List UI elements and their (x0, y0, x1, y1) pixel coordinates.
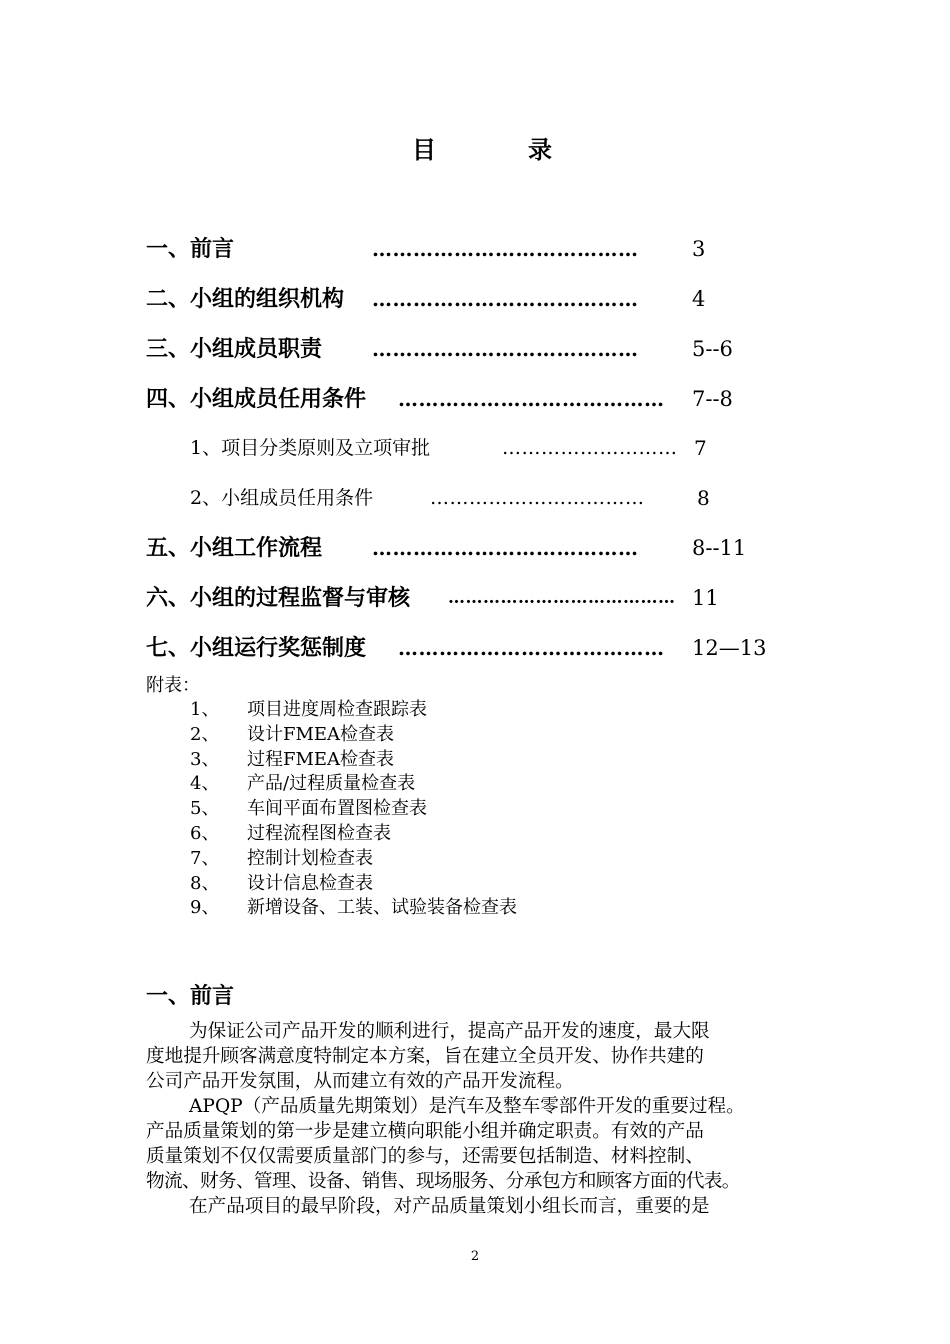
toc-entry-label: 七、小组运行奖惩制度 (146, 635, 367, 661)
paragraph-line: APQP（产品质量先期策划）是汽车及整车零部件开发的重要过程。 (189, 1096, 745, 1117)
appendix-item-number: 1、 (190, 699, 220, 720)
paragraph-line: 物流、财务、管理、设备、销售、现场服务、分承包方和顾客方面的代表。 (146, 1171, 740, 1192)
toc-entry-dots: ………………………………… (398, 387, 665, 411)
toc-subentry-label: 2、小组成员任用条件 (190, 487, 374, 509)
appendix-heading: 附表： (146, 675, 200, 696)
appendix-item-text: 车间平面布置图检查表 (247, 798, 427, 819)
toc-entry-dots: ………………………………… (372, 287, 639, 311)
toc-subentry-dots: ……………………… (502, 437, 678, 459)
appendix-item-number: 3、 (190, 749, 220, 770)
toc-subentry-label: 1、项目分类原则及立项审批 (190, 437, 431, 459)
toc-entry-dots: ………………………………… (372, 337, 639, 361)
toc-entry-dots: ………………………………… (398, 636, 665, 660)
appendix-item-number: 5、 (190, 798, 220, 819)
appendix-item-text: 过程流程图检查表 (247, 823, 391, 844)
appendix-item-text: 产品/过程质量检查表 (247, 773, 416, 794)
toc-entry-dots: ………………………………… (372, 237, 639, 261)
appendix-item-number: 7、 (190, 848, 220, 869)
toc-entry-dots: ………………………………… (448, 588, 676, 608)
toc-entry-label: 三、小组成员职责 (146, 336, 323, 362)
section-title: 一、前言 (146, 983, 235, 1009)
paragraph (146, 1194, 826, 1219)
appendix-item-text: 设计FMEA检查表 (247, 724, 395, 745)
appendix-item-number: 8、 (190, 873, 220, 894)
toc-entry-page: 11 (692, 586, 719, 610)
appendix-item-number: 4、 (190, 773, 220, 794)
paragraph-line: 在产品项目的最早阶段，对产品质量策划小组长而言，重要的是 (189, 1196, 710, 1217)
toc-entry-label: 四、小组成员任用条件 (146, 386, 367, 412)
toc-subentry-page: 7 (694, 436, 707, 460)
paragraph-line: 为保证公司产品开发的顺利进行，提高产品开发的速度，最大限 (189, 1021, 710, 1042)
toc-entry-dots: ………………………………… (372, 536, 639, 560)
toc-entry-page: 4 (692, 287, 706, 311)
paragraph-line: 质量策划不仅仅需要质量部门的参与，还需要包括制造、材料控制、 (146, 1146, 704, 1167)
appendix-item-text: 设计信息检查表 (247, 873, 373, 894)
toc-entry-page: 3 (692, 237, 706, 261)
appendix-item-text: 过程FMEA检查表 (247, 749, 395, 770)
appendix-item-number: 6、 (190, 823, 220, 844)
appendix-item-text: 项目进度周检查跟踪表 (247, 699, 427, 720)
toc-entry-label: 五、小组工作流程 (146, 535, 323, 561)
paragraph (146, 1094, 826, 1194)
toc-title-right: 录 (528, 135, 552, 164)
toc-entry-page: 5--6 (692, 337, 733, 361)
page-number: 2 (470, 1249, 480, 1264)
paragraph (146, 1019, 826, 1094)
appendix-item-text: 控制计划检查表 (247, 848, 373, 869)
toc-subentry-page: 8 (697, 486, 710, 510)
appendix-item-number: 2、 (190, 724, 220, 745)
appendix-item-number: 9、 (190, 897, 220, 918)
appendix-item-text: 新增设备、工装、试验装备检查表 (247, 897, 517, 918)
toc-entry-label: 二、小组的组织机构 (146, 286, 345, 312)
toc-entry-label: 六、小组的过程监督与审核 (146, 585, 411, 611)
toc-entry-page: 7--8 (692, 387, 733, 411)
toc-entry-page: 8--11 (692, 536, 747, 560)
toc-subentry-dots: …………………………… (430, 487, 645, 509)
toc-entry-label: 一、前言 (146, 236, 235, 262)
paragraph-line: 产品质量策划的第一步是建立横向职能小组并确定职责。有效的产品 (146, 1121, 704, 1142)
toc-title-left: 目 (412, 135, 436, 164)
paragraph-line: 度地提升顾客满意度特制定本方案，旨在建立全员开发、协作共建的 (146, 1046, 704, 1067)
toc-entry-page: 12—13 (692, 636, 767, 660)
paragraph-line: 公司产品开发氛围，从而建立有效的产品开发流程。 (146, 1071, 574, 1092)
